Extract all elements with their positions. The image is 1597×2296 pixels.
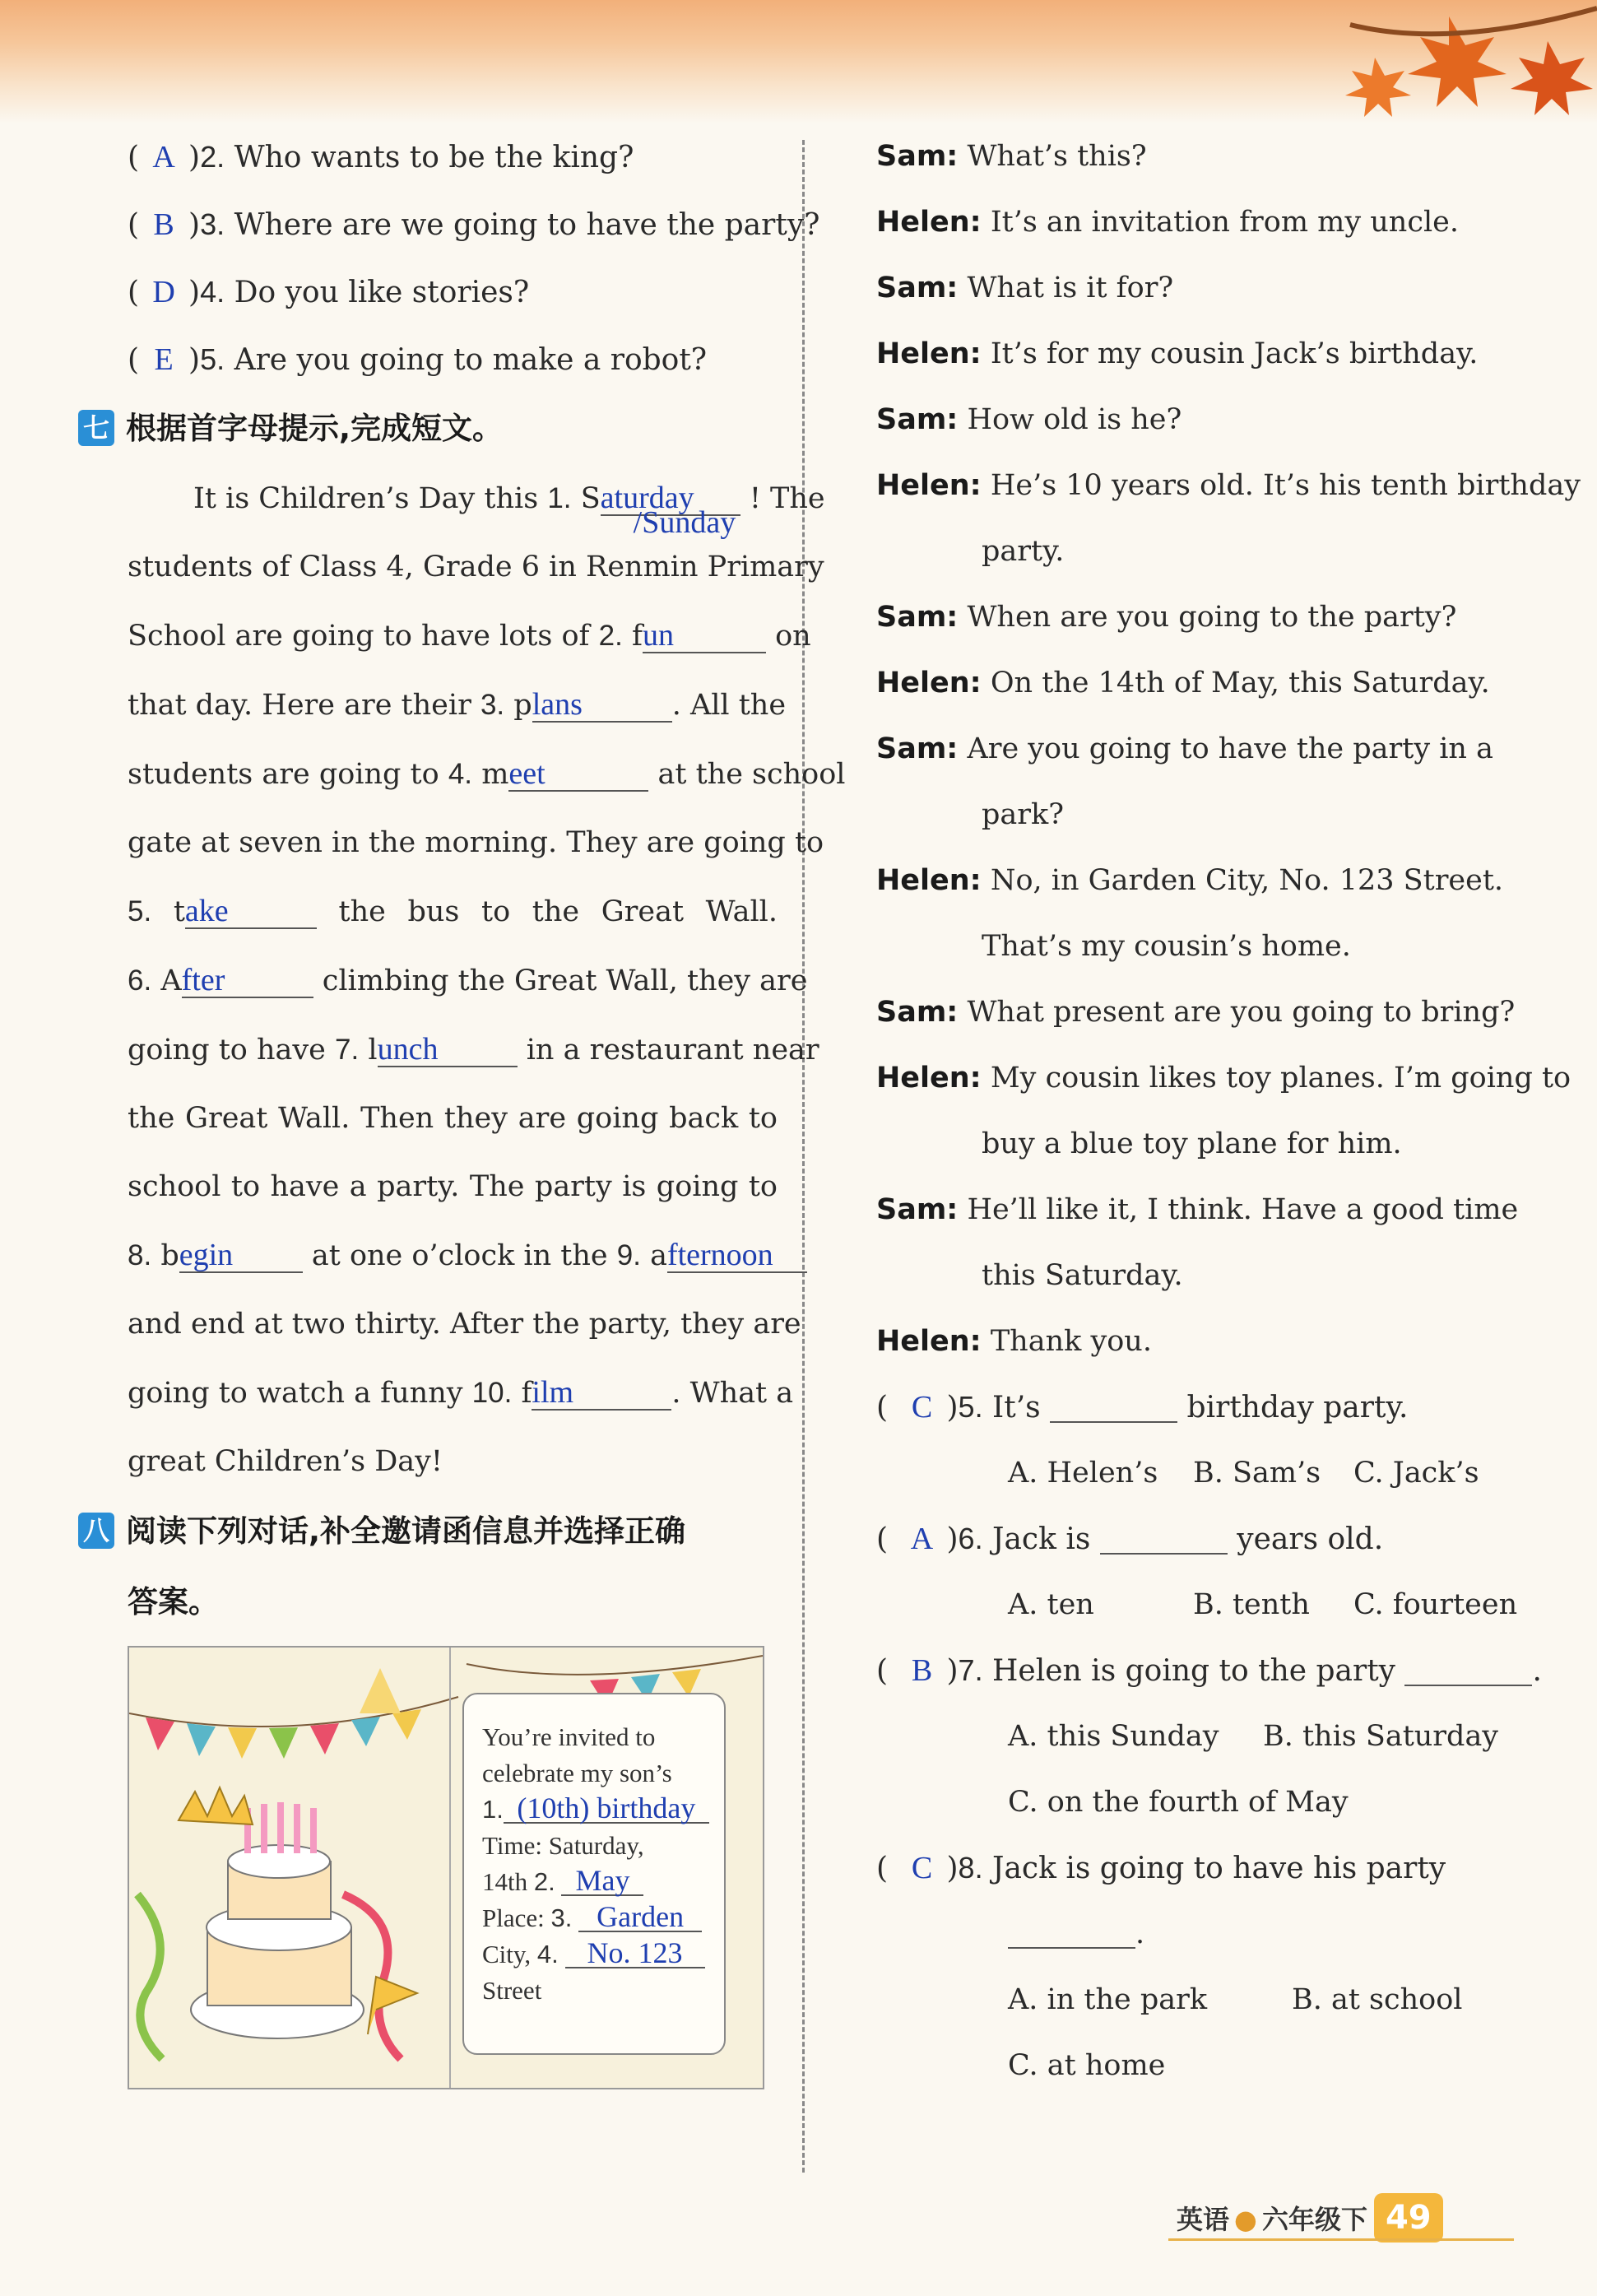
invite-line: City, 4. No. 123 (482, 1936, 724, 1973)
dialogue-text: What present are you going to bring? (967, 996, 1516, 1029)
alt-answer: /Sunday (633, 505, 736, 540)
dialogue-text: Are you going to have the party in a (967, 732, 1493, 765)
fill-blank: ake (185, 895, 317, 929)
section-badge: 八 (78, 1513, 114, 1549)
invite-line: Place: 3. Garden (482, 1900, 724, 1936)
dialogue-line (876, 123, 1543, 189)
mcq-row: ( C )8. Jack is going to have his party (876, 1835, 1543, 1901)
dialogue-continuation: buy a blue toy plane for him. (982, 1127, 1402, 1160)
answer-mark: C (911, 1390, 933, 1425)
fill-blank: eet (508, 757, 648, 792)
question-text: Who wants to be the king? (234, 141, 634, 174)
invitation-card (128, 1646, 764, 2089)
fill-blank: unch (378, 1033, 518, 1067)
speaker-name: Helen: (876, 1062, 982, 1095)
dialogue-line (876, 321, 1543, 387)
dialogue-line (876, 255, 1543, 321)
answer-mark: B (911, 1653, 933, 1688)
section-8-heading (78, 1496, 728, 1567)
passage-line: going to have 7. lunch in a restaurant near (128, 1032, 819, 1067)
dialogue-line (876, 716, 1543, 782)
section-badge: 七 (78, 410, 114, 446)
speaker-name: Helen: (876, 206, 982, 239)
answer-mark: C (911, 1851, 933, 1885)
mcq-row: ( E )5. Are you going to make a robot? (128, 326, 778, 393)
question-text: Do you like stories? (234, 276, 530, 309)
dialogue-line (876, 189, 1543, 255)
invite-line: Time: Saturday, (482, 1831, 644, 1860)
invitation-text-panel (462, 1693, 726, 2055)
passage-line: going to watch a funny 10. film . What a (128, 1375, 794, 1410)
dialogue-text: It’s an invitation from my uncle. (990, 206, 1459, 239)
speaker-name: Sam: (876, 272, 959, 304)
question-text: Are you going to make a robot? (234, 343, 708, 377)
fill-blank: fternoon (667, 1239, 807, 1273)
speaker-name: Helen: (876, 1325, 982, 1358)
section-7-heading (78, 393, 728, 464)
options-row (876, 1967, 1543, 2033)
speaker-name: Helen: (876, 667, 982, 699)
speaker-name: Sam: (876, 1193, 959, 1226)
grade-label: 六年级下 (1261, 2204, 1367, 2235)
dialogue-text: He’ll like it, I think. Have a good time (967, 1193, 1519, 1226)
fill-blank: egin (179, 1239, 303, 1273)
answer-mark: B (153, 207, 174, 242)
option: B. tenth (1193, 1588, 1310, 1621)
dialogue-text: What’s this? (967, 140, 1147, 173)
speaker-name: Helen: (876, 469, 982, 502)
section-title: 阅读下列对话,补全邀请函信息并选择正确 (126, 1513, 686, 1549)
speaker-name: Sam: (876, 601, 959, 634)
passage-line: students are going to 4. meet at the school (128, 756, 846, 791)
mcq-row: ( A )6. Jack is years old. (876, 1506, 1543, 1572)
fill-blank: aturday /Sunday (601, 481, 740, 516)
dialogue-line (876, 1177, 1543, 1243)
fill-blank: fter (182, 964, 313, 998)
options-row: . (876, 1901, 1543, 1967)
invite-line: 1. (10th) birthday (482, 1792, 724, 1828)
options-row (876, 1572, 1543, 1638)
invite-line: celebrate my son’s (482, 1759, 672, 1787)
answer-mark: A (910, 1522, 934, 1556)
dialogue-text: No, in Garden City, No. 123 Street. (990, 864, 1504, 897)
mcq-row: ( C )5. It’s birthday party. (876, 1374, 1543, 1440)
option: B. Sam’s (1193, 1457, 1321, 1490)
invite-blank: Garden (578, 1903, 702, 1932)
answer-mark: E (154, 342, 174, 377)
speaker-name: Sam: (876, 996, 959, 1029)
option: C. fourteen (1353, 1588, 1518, 1621)
invite-line: 14th 2. May (482, 1864, 724, 1900)
options-row (876, 2033, 1543, 2098)
dialogue-line (876, 1045, 1571, 1111)
dialogue-continuation: park? (982, 798, 1064, 831)
passage-line: school to have a party. The party is going to (128, 1170, 778, 1203)
column-divider (802, 140, 805, 2173)
passage-line: gate at seven in the morning. They are going to (128, 826, 824, 859)
dialogue-continuation: That’s my cousin’s home. (982, 930, 1351, 963)
answer-line (1050, 1397, 1177, 1423)
passage-line: that day. Here are their 3. plans . All the (128, 687, 787, 722)
dialogue-line (876, 650, 1543, 716)
subject-label: 英语 (1177, 2204, 1230, 2235)
options-row (876, 1440, 1543, 1506)
invitation-area (128, 1646, 778, 2107)
section-title: 根据首字母提示,完成短文。 (126, 411, 504, 446)
speaker-name: Helen: (876, 337, 982, 370)
mcq-row: ( B )7. Helen is going to the party . (876, 1638, 1543, 1703)
dialogue (876, 123, 1581, 1374)
passage-line: 6. After climbing the Great Wall, they are (128, 963, 808, 997)
dialogue-line (876, 387, 1543, 453)
speaker-name: Helen: (876, 864, 982, 897)
dialogue-line (876, 848, 1543, 913)
option: C. on the fourth of May (1008, 1786, 1349, 1819)
passage-line: 5. take the bus to the Great Wall. (128, 894, 778, 928)
answer-line (1404, 1660, 1532, 1686)
options-row (876, 1703, 1543, 1769)
fill-blank: lans (532, 688, 672, 723)
separator-dot-icon: ● (1234, 2204, 1257, 2235)
invite-blank: (10th) birthday (504, 1794, 709, 1824)
cloze-passage (128, 464, 846, 1496)
invite-line: You’re invited to (482, 1722, 656, 1751)
question-number: 5. (200, 342, 225, 376)
question-number: 2. (200, 140, 225, 174)
question-number: 4. (200, 275, 225, 309)
option: A. this Sunday (1008, 1720, 1219, 1753)
passage-line: School are going to have lots of 2. fun on (128, 618, 811, 653)
option: B. this Saturday (1263, 1720, 1499, 1753)
option: A. ten (1008, 1588, 1094, 1621)
dialogue-text: He’s 10 years old. It’s his tenth birthday (990, 469, 1581, 502)
passage-line: the Great Wall. Then they are going back to (128, 1102, 778, 1135)
invite-blank: May (561, 1866, 643, 1896)
fill-blank: ilm (532, 1376, 671, 1411)
invite-blank: No. 123 (565, 1939, 705, 1968)
dialogue-line (876, 453, 1581, 518)
option: A. Helen’s (1008, 1457, 1158, 1490)
passage-line: students of Class 4, Grade 6 in Renmin Primary (128, 551, 824, 583)
dialogue-text: On the 14th of May, this Saturday. (990, 667, 1490, 699)
dialogue-line (876, 979, 1543, 1045)
passage-line: great Children’s Day! (128, 1445, 443, 1478)
answer-line (1008, 1922, 1135, 1949)
passage-line: It is Children’s Day this 1. Saturday /Sunday ! The (193, 481, 825, 540)
dialogue-text: How old is he? (967, 403, 1182, 436)
option: A. in the park (1008, 1983, 1208, 2016)
dialogue-text: My cousin likes toy planes. I’m going to (990, 1062, 1571, 1095)
question-text: Where are we going to have the party? (234, 208, 820, 242)
passage-line: 8. begin at one o’clock in the 9. afternoon (128, 1221, 778, 1290)
dialogue-text: When are you going to the party? (967, 601, 1457, 634)
footer-rule (1168, 2238, 1514, 2241)
dialogue-text: It’s for my cousin Jack’s birthday. (990, 337, 1479, 370)
dialogue-text: Thank you. (990, 1325, 1152, 1358)
dialogue-continuation: this Saturday. (982, 1259, 1183, 1292)
left-column (82, 123, 846, 2107)
dialogue-line (876, 584, 1543, 650)
dialogue-text: What is it for? (967, 272, 1174, 304)
page-footer (1177, 2193, 1443, 2243)
dialogue-line (876, 1308, 1543, 1374)
section-8-heading-cont: 答案。 (128, 1584, 219, 1620)
dialogue-continuation: party. (982, 535, 1065, 568)
mcq-row: ( B )3. Where are we going to have the party? (128, 191, 778, 258)
option: C. Jack’s (1353, 1457, 1479, 1490)
speaker-name: Sam: (876, 732, 959, 765)
speaker-name: Sam: (876, 140, 959, 173)
fill-blank: un (643, 619, 766, 653)
mcq-row: ( A )2. Who wants to be the king? (128, 123, 778, 191)
right-column (876, 123, 1581, 2098)
answer-mark: A (152, 140, 175, 174)
answer-line (1100, 1528, 1228, 1555)
invite-line: Street (482, 1976, 542, 2005)
option: B. at school (1292, 1983, 1463, 2016)
answer-mark: D (152, 275, 175, 309)
mcq-row: ( D )4. Do you like stories? (128, 258, 778, 326)
page-number: 49 (1374, 2193, 1443, 2243)
option: C. at home (1008, 2049, 1166, 2082)
question-number: 3. (200, 207, 225, 241)
passage-line: and end at two thirty. After the party, they are (128, 1308, 801, 1341)
options-row (876, 1769, 1543, 1835)
speaker-name: Sam: (876, 403, 959, 436)
